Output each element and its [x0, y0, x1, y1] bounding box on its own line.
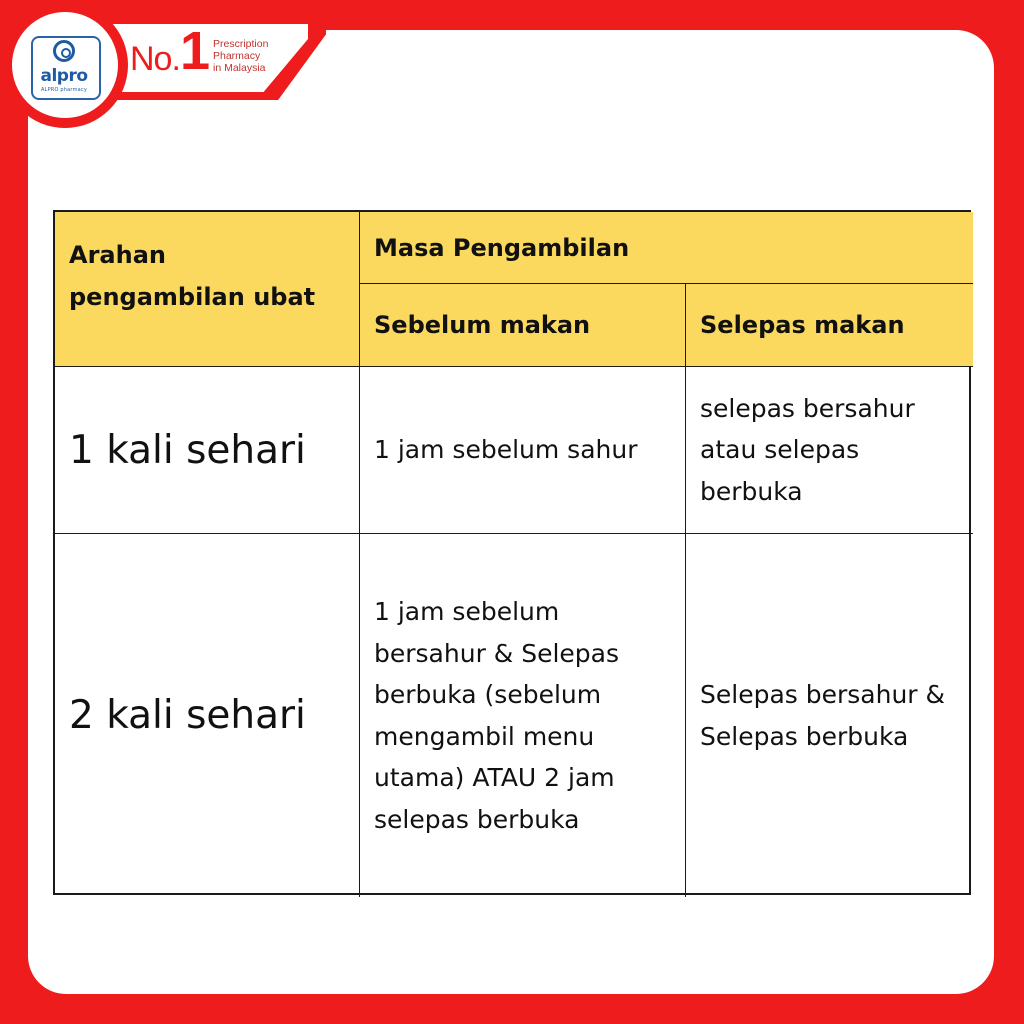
tagline-line-1: Prescription [213, 38, 269, 50]
row-2-before: 1 jam sebelum bersahur & Selepas berbuka (sebelum mengambil menu utama) ATAU 2 jam selepas berbuka [360, 534, 686, 897]
row-2-after: Selepas bersahur & Selepas berbuka [700, 680, 946, 751]
header-time-group: Masa Pengambilan [360, 212, 973, 284]
no-label: No. [130, 40, 180, 78]
brand-tagline [213, 38, 268, 74]
logo-wordmark: alpro [40, 66, 88, 86]
no-number: 1 [180, 21, 211, 81]
row-1-before: 1 jam sebelum sahur [360, 367, 686, 534]
header-before-meal: Sebelum makan [360, 284, 686, 367]
header-after-meal: Selepas makan [686, 284, 973, 367]
tagline-line-2: Pharmacy [213, 50, 261, 62]
medication-timing-table [53, 210, 971, 895]
tagline-line-3: in Malaysia [213, 62, 266, 74]
row-1-frequency: 1 kali sehari [55, 367, 360, 534]
alpro-logo-icon [53, 40, 75, 62]
row-1-after: selepas bersahur atau selepas berbuka [686, 367, 973, 534]
logo-subtext: ALPRO pharmacy [40, 87, 88, 93]
header-instruction: Arahan pengambilan ubat [55, 212, 360, 367]
row-2-frequency: 2 kali sehari [55, 534, 360, 897]
